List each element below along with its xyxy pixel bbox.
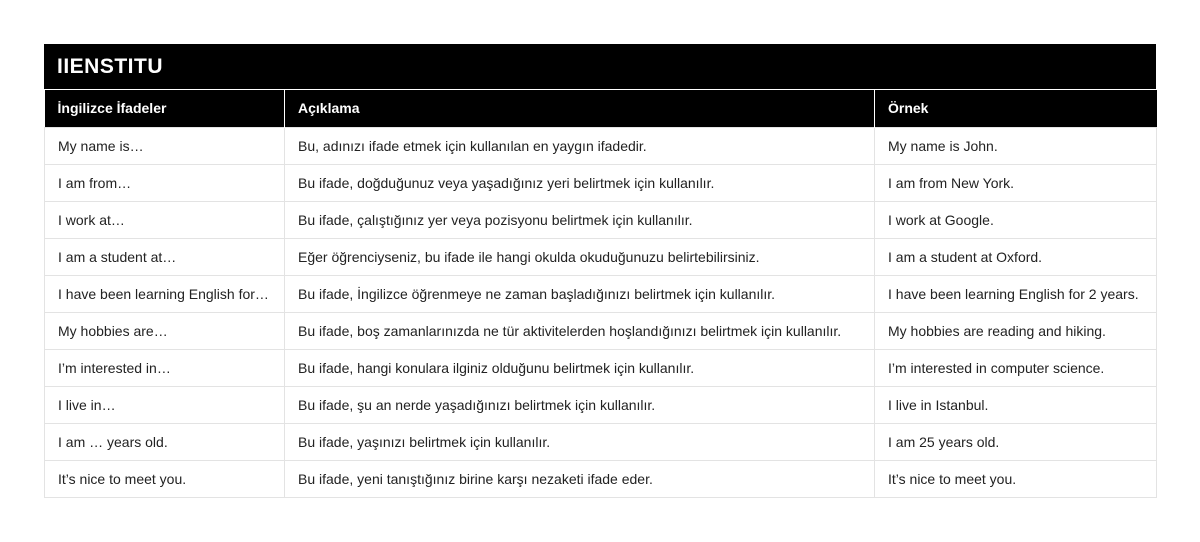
column-header-example: Örnek xyxy=(875,90,1157,127)
example-cell: It’s nice to meet you. xyxy=(875,460,1157,497)
phrase-cell: It’s nice to meet you. xyxy=(45,460,285,497)
description-cell: Bu ifade, şu an nerde yaşadığınızı belirtmek için kullanılır. xyxy=(285,386,875,423)
description-cell: Bu, adınızı ifade etmek için kullanılan en yaygın ifadedir. xyxy=(285,127,875,164)
description-cell: Bu ifade, doğduğunuz veya yaşadığınız yeri belirtmek için kullanılır. xyxy=(285,164,875,201)
table-row xyxy=(45,312,1157,349)
table-row xyxy=(45,349,1157,386)
table-row xyxy=(45,423,1157,460)
table-row xyxy=(45,238,1157,275)
example-cell: I am 25 years old. xyxy=(875,423,1157,460)
table-row xyxy=(45,460,1157,497)
phrase-cell: I work at… xyxy=(45,201,285,238)
example-cell: I live in Istanbul. xyxy=(875,386,1157,423)
description-cell: Bu ifade, İngilizce öğrenmeye ne zaman başladığınızı belirtmek için kullanılır. xyxy=(285,275,875,312)
example-cell: I am a student at Oxford. xyxy=(875,238,1157,275)
example-cell: I’m interested in computer science. xyxy=(875,349,1157,386)
description-cell: Bu ifade, çalıştığınız yer veya pozisyonu belirtmek için kullanılır. xyxy=(285,201,875,238)
example-cell: My hobbies are reading and hiking. xyxy=(875,312,1157,349)
phrase-cell: I have been learning English for… xyxy=(45,275,285,312)
phrase-cell: I live in… xyxy=(45,386,285,423)
table-title: IIENSTITU xyxy=(44,44,1156,90)
table-row xyxy=(45,386,1157,423)
description-cell: Bu ifade, yeni tanıştığınız birine karşı nezaketi ifade eder. xyxy=(285,460,875,497)
table-row xyxy=(45,201,1157,238)
example-cell: I have been learning English for 2 years. xyxy=(875,275,1157,312)
table-row xyxy=(45,127,1157,164)
phrase-cell: I am a student at… xyxy=(45,238,285,275)
phrase-cell: My name is… xyxy=(45,127,285,164)
description-cell: Bu ifade, yaşınızı belirtmek için kullanılır. xyxy=(285,423,875,460)
example-cell: I work at Google. xyxy=(875,201,1157,238)
column-header-description: Açıklama xyxy=(285,90,875,127)
table-row xyxy=(45,275,1157,312)
header-row xyxy=(45,90,1157,127)
description-cell: Eğer öğrenciyseniz, bu ifade ile hangi okulda okuduğunuzu belirtebilirsiniz. xyxy=(285,238,875,275)
phrase-cell: I’m interested in… xyxy=(45,349,285,386)
example-cell: My name is John. xyxy=(875,127,1157,164)
phrase-cell: I am … years old. xyxy=(45,423,285,460)
phrase-cell: My hobbies are… xyxy=(45,312,285,349)
phrase-cell: I am from… xyxy=(45,164,285,201)
description-cell: Bu ifade, hangi konulara ilginiz olduğunu belirtmek için kullanılır. xyxy=(285,349,875,386)
table-row xyxy=(45,164,1157,201)
phrases-table xyxy=(44,90,1157,498)
column-header-phrases: İngilizce İfadeler xyxy=(45,90,285,127)
phrases-table-container xyxy=(44,44,1156,498)
description-cell: Bu ifade, boş zamanlarınızda ne tür aktivitelerden hoşlandığınızı belirtmek için kullanılır. xyxy=(285,312,875,349)
example-cell: I am from New York. xyxy=(875,164,1157,201)
